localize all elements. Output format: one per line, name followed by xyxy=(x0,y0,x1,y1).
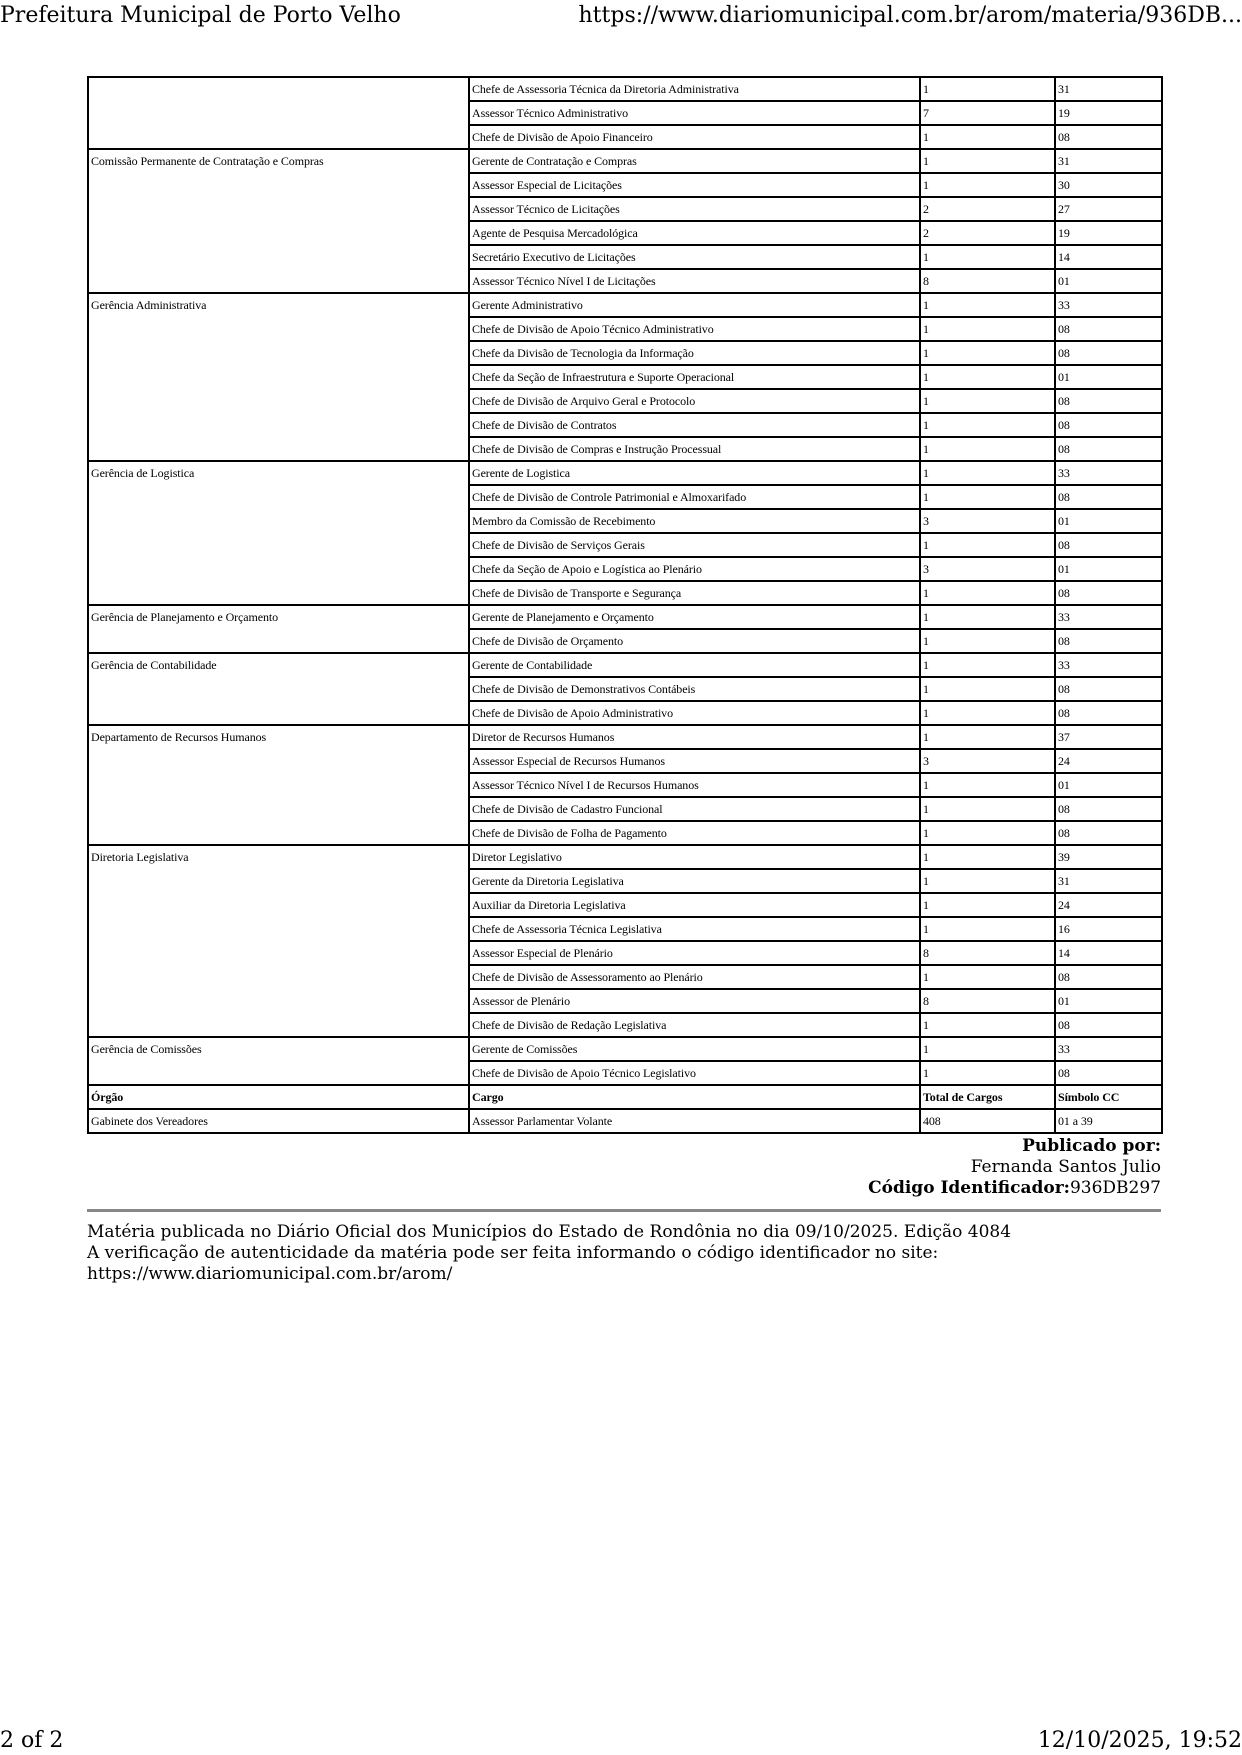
table-row xyxy=(88,653,1162,677)
cargos-table xyxy=(87,76,1163,1134)
code-label: Código Identificador: xyxy=(868,1178,1070,1198)
total-cell: 1 xyxy=(920,149,1055,173)
total-cell: 8 xyxy=(920,941,1055,965)
cargo-cell: Chefe de Divisão de Folha de Pagamento xyxy=(469,821,920,845)
simbolo-cell: 08 xyxy=(1055,677,1162,701)
cargo-cell: Assessor Parlamentar Volante xyxy=(469,1109,920,1133)
total-cell: 1 xyxy=(920,725,1055,749)
simbolo-cell: 08 xyxy=(1055,437,1162,461)
table-row xyxy=(88,1109,1162,1133)
cargo-cell: Gerente de Contratação e Compras xyxy=(469,149,920,173)
publication-block xyxy=(87,1136,1161,1199)
publisher-name: Fernanda Santos Julio xyxy=(970,1157,1161,1177)
cargo-cell: Assessor Técnico de Licitações xyxy=(469,197,920,221)
total-cell: 1 xyxy=(920,389,1055,413)
simbolo-cell: 01 xyxy=(1055,365,1162,389)
header-simbolo: Símbolo CC xyxy=(1055,1085,1162,1109)
cargo-cell: Assessor Especial de Recursos Humanos xyxy=(469,749,920,773)
total-cell: 2 xyxy=(920,197,1055,221)
table-row xyxy=(88,1037,1162,1061)
simbolo-cell: 14 xyxy=(1055,941,1162,965)
cargo-cell: Assessor Técnico Administrativo xyxy=(469,101,920,125)
table-row xyxy=(88,605,1162,629)
orgao-cell: Departamento de Recursos Humanos xyxy=(88,725,469,845)
simbolo-cell: 01 a 39 xyxy=(1055,1109,1162,1133)
orgao-cell: Gabinete dos Vereadores xyxy=(88,1109,469,1133)
total-cell: 3 xyxy=(920,509,1055,533)
page-header-title: Prefeitura Municipal de Porto Velho xyxy=(0,3,401,28)
total-cell: 1 xyxy=(920,317,1055,341)
document-content xyxy=(87,76,1161,1285)
simbolo-cell: 30 xyxy=(1055,173,1162,197)
code-value: 936DB297 xyxy=(1069,1178,1161,1198)
cargo-cell: Assessor de Plenário xyxy=(469,989,920,1013)
orgao-cell: Gerência de Comissões xyxy=(88,1037,469,1085)
total-cell: 1 xyxy=(920,437,1055,461)
cargo-cell: Chefe de Divisão de Apoio Técnico Legislativo xyxy=(469,1061,920,1085)
cargo-cell: Chefe de Divisão de Controle Patrimonial e Almoxarifado xyxy=(469,485,920,509)
total-cell: 1 xyxy=(920,293,1055,317)
simbolo-cell: 01 xyxy=(1055,773,1162,797)
cargo-cell: Chefe de Divisão de Apoio Administrativo xyxy=(469,701,920,725)
total-cell: 1 xyxy=(920,677,1055,701)
simbolo-cell: 37 xyxy=(1055,725,1162,749)
simbolo-cell: 08 xyxy=(1055,413,1162,437)
orgao-cell: Gerência de Logistica xyxy=(88,461,469,605)
cargo-cell: Chefe de Divisão de Apoio Técnico Administrativo xyxy=(469,317,920,341)
simbolo-cell: 08 xyxy=(1055,341,1162,365)
simbolo-cell: 08 xyxy=(1055,485,1162,509)
notice-link[interactable]: https://www.diariomunicipal.com.br/arom/ xyxy=(87,1264,453,1284)
simbolo-cell: 08 xyxy=(1055,1013,1162,1037)
simbolo-cell: 08 xyxy=(1055,125,1162,149)
total-cell: 1 xyxy=(920,773,1055,797)
total-cell: 1 xyxy=(920,413,1055,437)
simbolo-cell: 24 xyxy=(1055,893,1162,917)
simbolo-cell: 08 xyxy=(1055,533,1162,557)
simbolo-cell: 08 xyxy=(1055,965,1162,989)
cargo-cell: Assessor Especial de Plenário xyxy=(469,941,920,965)
simbolo-cell: 33 xyxy=(1055,605,1162,629)
simbolo-cell: 01 xyxy=(1055,989,1162,1013)
total-cell: 1 xyxy=(920,461,1055,485)
total-cell: 1 xyxy=(920,821,1055,845)
cargo-cell: Chefe da Divisão de Tecnologia da Informação xyxy=(469,341,920,365)
orgao-cell xyxy=(88,77,469,149)
simbolo-cell: 08 xyxy=(1055,701,1162,725)
cargo-cell: Agente de Pesquisa Mercadológica xyxy=(469,221,920,245)
header-cargo: Cargo xyxy=(469,1085,920,1109)
simbolo-cell: 31 xyxy=(1055,149,1162,173)
cargo-cell: Gerente de Comissões xyxy=(469,1037,920,1061)
simbolo-cell: 01 xyxy=(1055,509,1162,533)
total-cell: 8 xyxy=(920,269,1055,293)
page-number: 2 of 2 xyxy=(0,1728,64,1753)
notice-line-1: Matéria publicada no Diário Oficial dos Municípios do Estado de Rondônia no dia 09/10/2025. Edição 4084 xyxy=(87,1222,1012,1242)
simbolo-cell: 01 xyxy=(1055,557,1162,581)
cargo-cell: Chefe de Assessoria Técnica Legislativa xyxy=(469,917,920,941)
total-cell: 1 xyxy=(920,485,1055,509)
table-row xyxy=(88,149,1162,173)
total-cell: 1 xyxy=(920,1061,1055,1085)
simbolo-cell: 01 xyxy=(1055,269,1162,293)
cargo-cell: Gerente de Planejamento e Orçamento xyxy=(469,605,920,629)
total-cell: 1 xyxy=(920,965,1055,989)
cargo-cell: Diretor Legislativo xyxy=(469,845,920,869)
table-row xyxy=(88,77,1162,101)
cargo-cell: Chefe de Divisão de Compras e Instrução Processual xyxy=(469,437,920,461)
cargo-cell: Chefe de Assessoria Técnica da Diretoria Administrativa xyxy=(469,77,920,101)
simbolo-cell: 08 xyxy=(1055,389,1162,413)
orgao-cell: Gerência de Planejamento e Orçamento xyxy=(88,605,469,653)
total-cell: 1 xyxy=(920,125,1055,149)
header-total: Total de Cargos xyxy=(920,1085,1055,1109)
simbolo-cell: 08 xyxy=(1055,821,1162,845)
simbolo-cell: 39 xyxy=(1055,845,1162,869)
total-cell: 1 xyxy=(920,701,1055,725)
total-cell: 1 xyxy=(920,173,1055,197)
total-cell: 1 xyxy=(920,1037,1055,1061)
total-cell: 1 xyxy=(920,581,1055,605)
simbolo-cell: 33 xyxy=(1055,653,1162,677)
cargo-cell: Auxiliar da Diretoria Legislativa xyxy=(469,893,920,917)
simbolo-cell: 31 xyxy=(1055,869,1162,893)
total-cell: 1 xyxy=(920,605,1055,629)
orgao-cell: Gerência Administrativa xyxy=(88,293,469,461)
cargo-cell: Assessor Especial de Licitações xyxy=(469,173,920,197)
simbolo-cell: 19 xyxy=(1055,101,1162,125)
simbolo-cell: 08 xyxy=(1055,1061,1162,1085)
cargo-cell: Chefe de Divisão de Serviços Gerais xyxy=(469,533,920,557)
cargo-cell: Membro da Comissão de Recebimento xyxy=(469,509,920,533)
total-cell: 1 xyxy=(920,869,1055,893)
total-cell: 1 xyxy=(920,917,1055,941)
cargo-cell: Chefe de Divisão de Transporte e Segurança xyxy=(469,581,920,605)
cargo-cell: Chefe de Divisão de Orçamento xyxy=(469,629,920,653)
simbolo-cell: 08 xyxy=(1055,317,1162,341)
simbolo-cell: 08 xyxy=(1055,797,1162,821)
total-cell: 1 xyxy=(920,653,1055,677)
table-row xyxy=(88,461,1162,485)
simbolo-cell: 14 xyxy=(1055,245,1162,269)
cargo-cell: Chefe de Divisão de Cadastro Funcional xyxy=(469,797,920,821)
cargo-cell: Diretor de Recursos Humanos xyxy=(469,725,920,749)
page-header-url[interactable]: https://www.diariomunicipal.com.br/arom/materia/936DB... xyxy=(578,3,1242,28)
total-cell: 8 xyxy=(920,989,1055,1013)
notice-line-2: A verificação de autenticidade da matéria pode ser feita informando o código identificador no site: xyxy=(87,1243,939,1263)
total-cell: 1 xyxy=(920,893,1055,917)
total-cell: 1 xyxy=(920,77,1055,101)
simbolo-cell: 31 xyxy=(1055,77,1162,101)
orgao-cell: Diretoria Legislativa xyxy=(88,845,469,1037)
simbolo-cell: 33 xyxy=(1055,293,1162,317)
cargo-cell: Gerente de Contabilidade xyxy=(469,653,920,677)
total-cell: 1 xyxy=(920,1013,1055,1037)
table-row xyxy=(88,845,1162,869)
total-cell: 1 xyxy=(920,797,1055,821)
simbolo-cell: 27 xyxy=(1055,197,1162,221)
simbolo-cell: 33 xyxy=(1055,461,1162,485)
total-cell: 1 xyxy=(920,245,1055,269)
total-cell: 3 xyxy=(920,749,1055,773)
simbolo-cell: 08 xyxy=(1055,581,1162,605)
cargo-cell: Chefe de Divisão de Demonstrativos Contábeis xyxy=(469,677,920,701)
cargo-cell: Gerente de Logistica xyxy=(469,461,920,485)
total-cell: 1 xyxy=(920,845,1055,869)
total-cell: 1 xyxy=(920,341,1055,365)
simbolo-cell: 33 xyxy=(1055,1037,1162,1061)
cargo-cell: Chefe de Divisão de Contratos xyxy=(469,413,920,437)
published-by-label: Publicado por: xyxy=(1022,1136,1161,1156)
total-cell: 2 xyxy=(920,221,1055,245)
print-datetime: 12/10/2025, 19:52 xyxy=(1037,1728,1242,1753)
total-cell: 1 xyxy=(920,629,1055,653)
orgao-cell: Gerência de Contabilidade xyxy=(88,653,469,725)
cargo-cell: Chefe de Divisão de Redação Legislativa xyxy=(469,1013,920,1037)
cargo-cell: Assessor Técnico Nível I de Recursos Humanos xyxy=(469,773,920,797)
simbolo-cell: 16 xyxy=(1055,917,1162,941)
orgao-cell: Comissão Permanente de Contratação e Compras xyxy=(88,149,469,293)
cargo-cell: Gerente da Diretoria Legislativa xyxy=(469,869,920,893)
table-row xyxy=(88,725,1162,749)
total-cell: 1 xyxy=(920,533,1055,557)
divider xyxy=(87,1209,1161,1212)
simbolo-cell: 24 xyxy=(1055,749,1162,773)
header-orgao: Órgão xyxy=(88,1085,469,1109)
cargo-cell: Secretário Executivo de Licitações xyxy=(469,245,920,269)
simbolo-cell: 19 xyxy=(1055,221,1162,245)
cargo-cell: Chefe de Divisão de Apoio Financeiro xyxy=(469,125,920,149)
total-cell: 7 xyxy=(920,101,1055,125)
cargo-cell: Chefe de Divisão de Arquivo Geral e Protocolo xyxy=(469,389,920,413)
simbolo-cell: 08 xyxy=(1055,629,1162,653)
cargo-cell: Chefe da Seção de Apoio e Logística ao Plenário xyxy=(469,557,920,581)
publication-notice xyxy=(87,1222,1161,1285)
table-row xyxy=(88,293,1162,317)
total-cell: 408 xyxy=(920,1109,1055,1133)
total-cell: 1 xyxy=(920,365,1055,389)
table-header-row xyxy=(88,1085,1162,1109)
cargo-cell: Gerente Administrativo xyxy=(469,293,920,317)
total-cell: 3 xyxy=(920,557,1055,581)
cargo-cell: Chefe de Divisão de Assessoramento ao Plenário xyxy=(469,965,920,989)
cargo-cell: Assessor Técnico Nível I de Licitações xyxy=(469,269,920,293)
cargo-cell: Chefe da Seção de Infraestrutura e Suporte Operacional xyxy=(469,365,920,389)
